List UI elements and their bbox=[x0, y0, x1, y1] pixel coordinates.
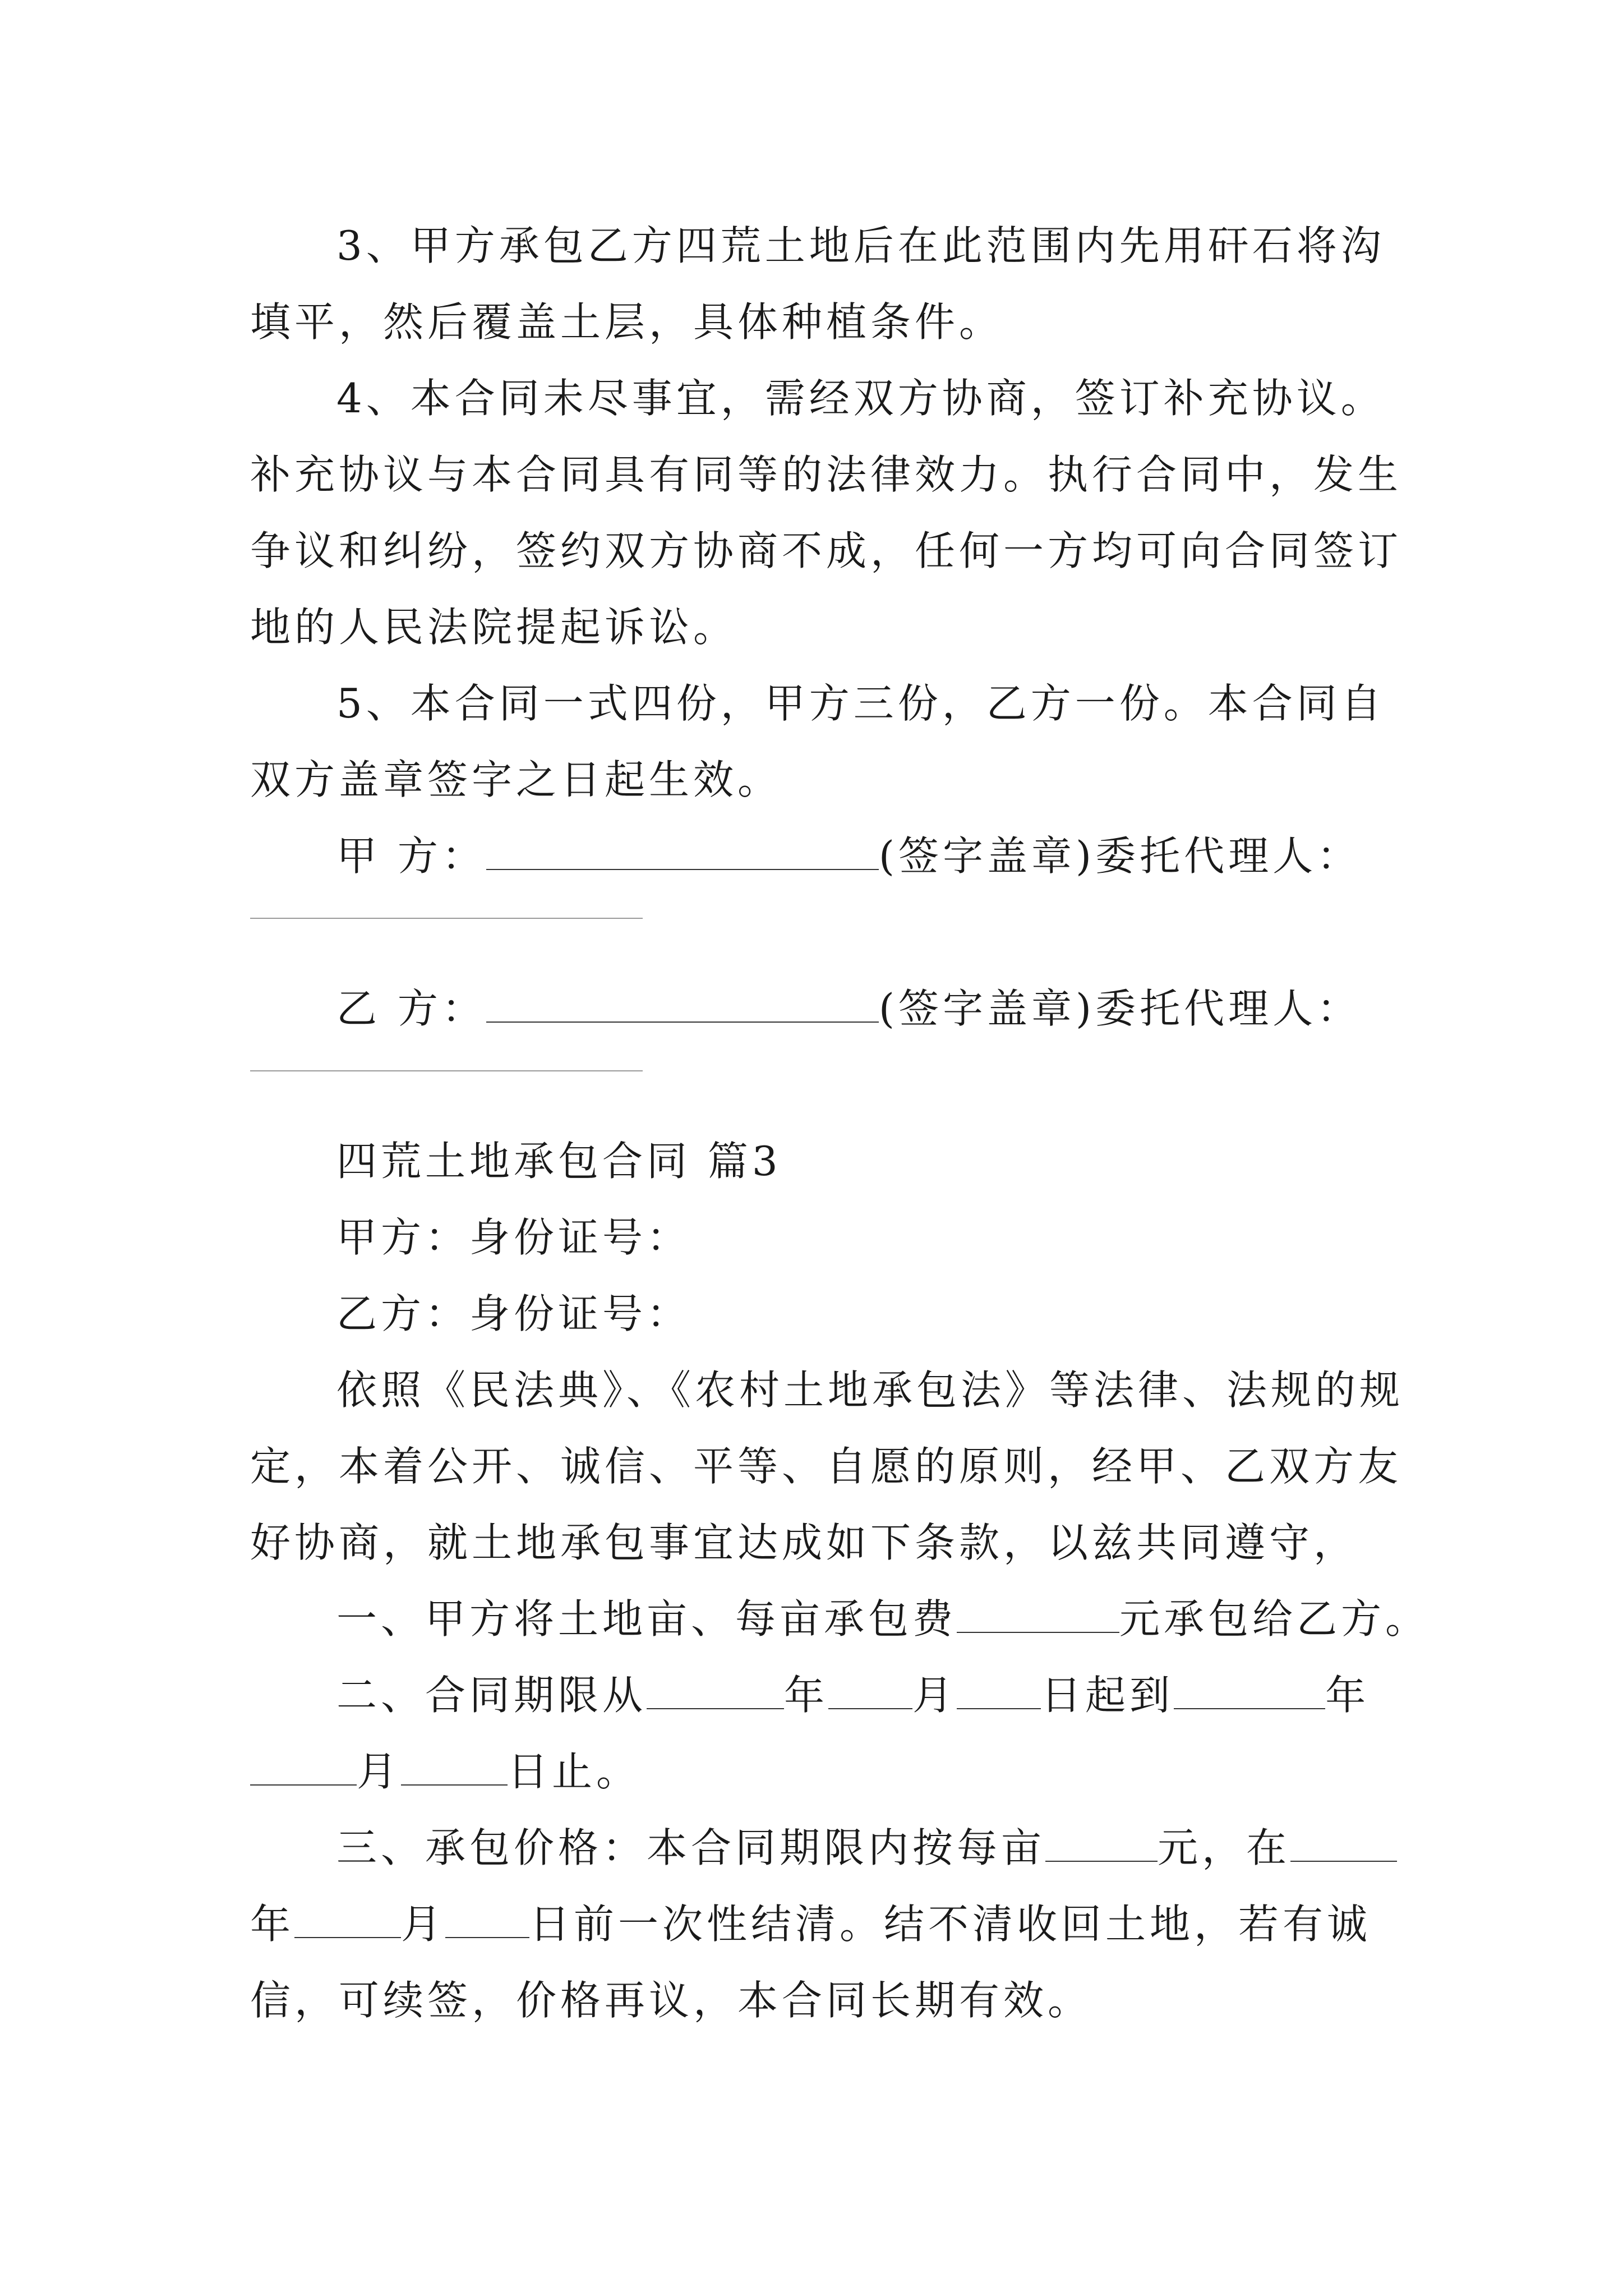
item-3-text-a: 三、承包价格：本合同期限内按每亩 bbox=[336, 1824, 1046, 1871]
item-3-price-blank[interactable] bbox=[1045, 1860, 1158, 1862]
party-a-label: 甲 方： bbox=[336, 832, 486, 880]
item-2-end-label: 日止。 bbox=[508, 1748, 641, 1795]
item-3-year-blank[interactable] bbox=[1290, 1860, 1397, 1862]
party-b-id-line: 乙方：身份证号： bbox=[336, 1290, 691, 1337]
item-2-end-day-blank[interactable] bbox=[401, 1784, 508, 1786]
clause-4-line-4: 地的人民法院提起诉讼。 bbox=[250, 604, 738, 651]
item-2-line-2 bbox=[250, 1733, 1377, 1810]
clause-4-line-2: 补充协议与本合同具有同等的法律效力。执行合同中，发生 bbox=[250, 451, 1403, 498]
party-b-sign-suffix: (签字盖章)委托代理人： bbox=[878, 985, 1362, 1032]
item-1-fee-blank[interactable] bbox=[957, 1631, 1119, 1633]
clause-3-line-2: 填平，然后覆盖土层，具体种植条件。 bbox=[250, 298, 1004, 346]
clause-4-line-3: 争议和纠纷，签约双方协商不成，任何一方均可向合同签订 bbox=[250, 527, 1403, 574]
party-b-signature-blank[interactable] bbox=[486, 1021, 879, 1023]
item-2-from-label: 日起到 bbox=[1041, 1672, 1174, 1719]
party-b-signature-line bbox=[250, 970, 1377, 1047]
item-3-day-blank[interactable] bbox=[445, 1936, 529, 1938]
item-2-start-year-blank[interactable] bbox=[647, 1708, 784, 1709]
item-2-start-month-blank[interactable] bbox=[828, 1708, 912, 1709]
item-2-year2-label: 年 bbox=[1325, 1672, 1370, 1719]
item-3-line-3: 信，可续签，价格再议，本合同长期有效。 bbox=[250, 1977, 1092, 2024]
clause-5-line-1: 5、本合同一式四份，甲方三份，乙方一份。本合同自 bbox=[336, 680, 1385, 727]
item-2-start-day-blank[interactable] bbox=[957, 1708, 1041, 1709]
item-3-year-label: 年 bbox=[250, 1901, 295, 1948]
item-3-yuan-label: 元，在 bbox=[1158, 1824, 1291, 1871]
party-a-signature-blank[interactable] bbox=[486, 868, 879, 870]
party-a-agent-blank[interactable] bbox=[250, 918, 643, 919]
intro-line-2: 定，本着公开、诚信、平等、自愿的原则，经甲、乙双方友 bbox=[250, 1443, 1403, 1490]
item-2-line-1 bbox=[250, 1657, 1377, 1733]
clause-5-line-2: 双方盖章签字之日起生效。 bbox=[250, 756, 782, 803]
item-2-month2-label: 月 bbox=[357, 1748, 402, 1795]
party-b-agent-blank[interactable] bbox=[250, 1070, 643, 1071]
intro-line-3: 好协商，就土地承包事宜达成如下条款，以兹共同遵守， bbox=[250, 1519, 1358, 1566]
item-3-line-1 bbox=[250, 1810, 1377, 1886]
document-page bbox=[250, 208, 1430, 2039]
item-1-line bbox=[250, 1581, 1430, 1657]
item-3-month-label: 月 bbox=[401, 1901, 446, 1948]
item-2-end-month-blank[interactable] bbox=[250, 1784, 357, 1786]
item-2-end-year-blank[interactable] bbox=[1174, 1708, 1325, 1709]
intro-line-1: 依照《民法典》、《农村土地承包法》等法律、法规的规 bbox=[336, 1366, 1404, 1414]
item-2-month-label: 月 bbox=[912, 1672, 957, 1719]
party-b-label: 乙 方： bbox=[336, 985, 486, 1032]
item-3-line-2-text: 日前一次性结清。结不清收回土地，若有诚 bbox=[529, 1901, 1372, 1948]
party-a-signature-line bbox=[250, 818, 1377, 894]
item-2-text-a: 二、合同期限从 bbox=[336, 1672, 647, 1719]
clause-4-line-1: 4、本合同未尽事宜，需经双方协商，签订补充协议。 bbox=[336, 375, 1385, 422]
item-1-text-a: 一、甲方将土地亩、每亩承包费 bbox=[336, 1595, 957, 1642]
item-3-line-2 bbox=[250, 1886, 1377, 1962]
item-1-text-b: 元承包给乙方。 bbox=[1119, 1595, 1430, 1642]
item-3-month-blank[interactable] bbox=[294, 1936, 401, 1938]
party-a-id-line: 甲方：身份证号： bbox=[336, 1214, 691, 1261]
party-a-sign-suffix: (签字盖章)委托代理人： bbox=[878, 832, 1362, 880]
section-title: 四荒土地承包合同 篇3 bbox=[336, 1138, 782, 1185]
clause-3-line-1: 3、甲方承包乙方四荒土地后在此范围内先用矸石将沟 bbox=[336, 222, 1385, 269]
item-2-year-label: 年 bbox=[784, 1672, 829, 1719]
